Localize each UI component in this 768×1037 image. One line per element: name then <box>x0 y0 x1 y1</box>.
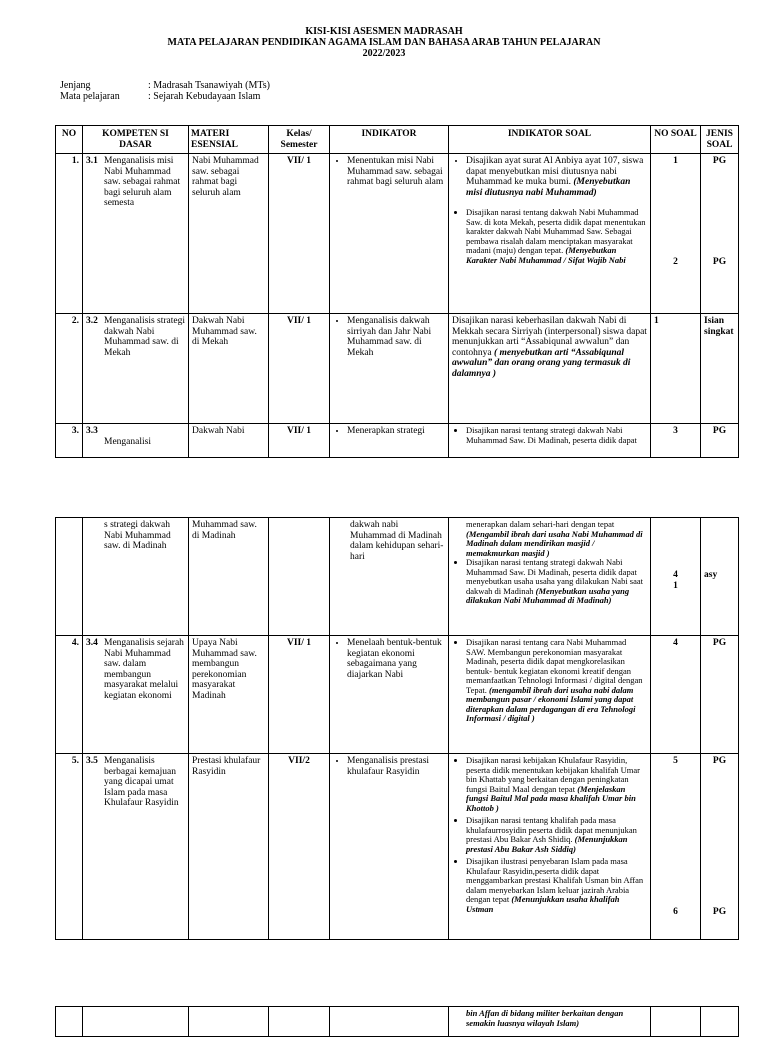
kd-code: 3.4 <box>86 638 98 648</box>
jenis-soal-cell <box>701 754 739 940</box>
kd-code: 3.5 <box>86 756 98 766</box>
kelas-cell: VII/ 1 <box>269 424 330 458</box>
indikator-soal-item <box>466 208 647 265</box>
soal-text: • Disajikan narasi tentang strategi dakwah Nabi Muhammad Saw. Di Madinah, peserta didik dapat <box>466 426 647 445</box>
soal-text: Disajikan narasi keberhasilan dakwah Nabi di Mekkah secara Sirriyah (interpersonal) siswa dapat menunjukkan arti “Assabiqunal awwalun” dan contohnya <box>452 316 647 358</box>
indikator-soal-cell <box>449 154 651 314</box>
indikator-cell <box>330 636 449 754</box>
col-indikator-soal: INDIKATOR SOAL <box>449 126 651 154</box>
materi-cell: Dakwah Nabi <box>189 424 269 458</box>
indikator-soal-item <box>466 156 647 198</box>
no-soal-value: 4 <box>673 570 678 580</box>
kompetensi-dasar-cell <box>83 754 189 940</box>
col-materi: MATERI ESENSIAL <box>189 126 269 154</box>
row-number: 4. <box>56 636 83 754</box>
kelas-cell: VII/2 <box>269 754 330 940</box>
jenis-soal-value: asy <box>704 570 718 580</box>
soal-note: ( menyebutkan arti “Assabiqunal awwalun” dan orang orang yang termasuk di dalamnya ) <box>452 347 631 379</box>
soal-note: (Menunjukkan prestasi Abu Bakar Ash Siddiq) <box>466 834 628 854</box>
jenis-soal-value: PG <box>712 156 727 166</box>
no-soal-cell: 3 <box>651 424 701 458</box>
col-kompetensi-dasar: KOMPETEN SI DASAR <box>83 126 189 154</box>
indikator-soal-cell <box>449 1007 651 1037</box>
jenjang-value: : Madrasah Tsanawiyah (MTs) <box>148 80 270 91</box>
mapel-value: : Sejarah Kebudayaan Islam <box>148 91 261 102</box>
indikator-text: • Menerapkan strategi <box>347 426 445 437</box>
indikator-text: • Menganalisis prestasi khulafaur Rasyidin <box>347 756 445 777</box>
soal-text: Disajikan narasi kebijakan Khulafaur Rasyidin, peserta didik menentukan kebijakan khalifah Umar bin Khattab yang berkaitan dengan peningkatan fungsi Baitul Maal dengan tepat <box>466 755 640 794</box>
table-row <box>56 154 739 314</box>
table-row <box>56 314 739 424</box>
soal-note: (mengambil ibrah dari usaha nabi dalam membangun pasar / ekonomi Islami yang dapat diterapkan dalam perdagangan di era Tehnologi Informasi / digital ) <box>466 684 636 723</box>
kd-text: Menganalisis misi Nabi Muhammad saw. sebagai rahmat bagi seluruh alam semesta <box>104 156 181 208</box>
soal-note: (Menjelaskan fungsi Baitul Mal pada masa khalifah Umar bin Khottob ) <box>466 783 636 813</box>
kisi-table-part-2 <box>55 517 739 940</box>
kd-code: 3.3 <box>86 426 98 436</box>
document-meta <box>60 80 270 102</box>
soal-text: Disajikan narasi tentang cara Nabi Muhammad SAW. Membangun perekonomian masyarakat Madinah, peserta didik dapat mengkorelasikan bentuk- bentuk kegiatan ekonomi kreatif dengan memanfaatkan Tehnologi Informasi / digital dengan Tepat. <box>466 637 643 695</box>
indikator-soal-cell <box>449 754 651 940</box>
kd-code: 3.2 <box>86 316 98 326</box>
kompetensi-dasar-cell <box>83 424 189 458</box>
title-line-3: 2022/2023 <box>362 48 406 59</box>
no-soal-value: 6 <box>673 906 678 917</box>
kelas-cell: VII/ 1 <box>269 314 330 424</box>
indikator-text: dakwah nabi Muhammad di Madinah dalam kehidupan sehari-hari <box>330 518 449 636</box>
title-line-2: MATA PELAJARAN PENDIDIKAN AGAMA ISLAM DAN BAHASA ARAB TAHUN PELAJARAN <box>167 37 601 48</box>
materi-cell: Prestasi khulafaur Rasyidin <box>189 754 269 940</box>
indikator-soal-cell <box>449 314 651 424</box>
table-header-row <box>56 126 739 154</box>
indikator-cell <box>330 154 449 314</box>
indikator-soal-item <box>466 558 647 606</box>
title-line-1: KISI-KISI ASESMEN MADRASAH <box>305 26 463 37</box>
kelas-cell <box>269 518 330 636</box>
soal-text: Disajikan narasi tentang strategi dakwah Nabi Muhammad Saw. Di Madinah, peserta didik dapat menyebutkan usaha usaha yang dilakukan Nabi saat dakwah di Madinah <box>466 557 644 596</box>
materi-cell: Dakwah Nabi Muhammad saw. di Mekah <box>189 314 269 424</box>
soal-text: Disajikan narasi tentang dakwah Nabi Muhammad Saw. di kota Mekah, peserta didik dapat menentukan karakter dakwah Nabi Muhammad Saw. Sebagai pembawa risalah dalam menciptakan masyarakat madani (maju) dengan tepat. <box>466 207 646 255</box>
row-number <box>56 518 83 636</box>
soal-note: (Menyebutkan usaha yang dilakukan Nabi Muhammad di Madinah) <box>466 585 630 605</box>
soal-note: (Menunjukkan usaha khalifah Ustman <box>466 894 620 914</box>
indikator-text: • Menelaah bentuk-bentuk kegiatan ekonomi sebagaimana yang diajarkan Nabi <box>347 638 445 680</box>
no-soal-value: 1 <box>673 580 678 591</box>
no-soal-value: 5 <box>673 756 678 766</box>
soal-note: (Menyebutkan misi diutusnya nabi Muhammad) <box>466 177 631 198</box>
no-soal-cell <box>651 754 701 940</box>
no-soal-cell <box>651 154 701 314</box>
no-soal-cell: 1 <box>651 314 701 424</box>
soal-note: bin Affan di bidang militer berkaitan dengan semakin luasnya wilayah Islam) <box>466 1008 624 1028</box>
kd-text: s strategi dakwah Nabi Muhammad saw. di Madinah <box>83 518 189 636</box>
jenis-soal-cell: PG <box>701 636 739 754</box>
soal-text: menerapkan dalam sehari-hari dengan tepat <box>466 519 615 529</box>
indikator-soal-item <box>466 756 647 813</box>
kd-text: Menganalisis berbagai kemajuan yang dicapai umat Islam pada masa Khulafaur Rasyidin <box>104 756 179 808</box>
col-no-soal: NO SOAL <box>651 126 701 154</box>
document-title <box>0 26 768 59</box>
materi-cell: Nabi Muhammad saw. sebagai rahmat bagi seluruh alam <box>189 154 269 314</box>
jenis-soal-cell <box>701 154 739 314</box>
soal-text: Disajikan narasi tentang khalifah pada masa khulafaurrosyidin peserta didik dapat menunjukan prestasi Abu Bakar Ash Shidiq. <box>466 815 637 844</box>
indikator-soal-item <box>466 638 647 724</box>
row-number: 1. <box>56 154 83 314</box>
jenis-soal-value: PG <box>712 906 727 917</box>
jenis-soal-cell <box>701 518 739 636</box>
materi-cell: Upaya Nabi Muhammad saw. membangun perekonomian masyarakat Madinah <box>189 636 269 754</box>
kompetensi-dasar-cell <box>83 314 189 424</box>
jenjang-label: Jenjang <box>60 80 91 91</box>
kd-text: Menganalisis sejarah Nabi Muhammad saw. dalam membangun masyarakat melalui kegiatan ekonomi <box>104 638 184 701</box>
col-jenis-soal: JENIS SOAL <box>701 126 739 154</box>
kd-text: Menganalisis strategi dakwah Nabi Muhammad saw. di Mekah <box>104 316 185 358</box>
table-row <box>56 424 739 458</box>
col-no: NO <box>56 126 83 154</box>
soal-text: Disajikan ayat surat Al Anbiya ayat 107, siswa dapat menyebutkan misi diutusnya nabi Muhammad ke muka bumi. <box>466 156 644 187</box>
row-number: 2. <box>56 314 83 424</box>
soal-text: Disajikan ilustrasi penyebaran Islam pada masa Khulafaur Rasyidin,peserta didik dapat menggambarkan prestasi Khalifah Usman bin Affan dalam menyebarkan Islam keluar jazirah Arabia dengan tepat <box>466 856 644 904</box>
indikator-cell <box>330 754 449 940</box>
table-row <box>56 754 739 940</box>
no-soal-cell <box>651 518 701 636</box>
indikator-soal-cell <box>449 636 651 754</box>
indikator-text: • Menganalisis dakwah sirriyah dan Jahr Nabi Muhammad saw. di Mekah <box>347 316 445 358</box>
col-kelas: Kelas/ Semester <box>269 126 330 154</box>
kompetensi-dasar-cell <box>83 154 189 314</box>
row-number: 5. <box>56 754 83 940</box>
no-soal-value: 2 <box>673 256 678 267</box>
indikator-text: • Menentukan misi Nabi Muhammad saw. sebagai rahmat bagi seluruh alam <box>347 156 445 188</box>
table-row <box>56 636 739 754</box>
table-row <box>56 1007 739 1037</box>
kisi-table-part-3 <box>55 1006 739 1037</box>
materi-cell: Muhammad saw. di Madinah <box>189 518 269 636</box>
kd-text: Menganalisi <box>104 436 151 447</box>
meta-jenjang <box>60 80 270 91</box>
indikator-cell <box>330 424 449 458</box>
indikator-cell <box>330 314 449 424</box>
kd-code: 3.1 <box>86 156 98 166</box>
indikator-soal-item <box>452 520 647 558</box>
col-indikator: INDIKATOR <box>330 126 449 154</box>
indikator-soal-cell <box>449 518 651 636</box>
table-row <box>56 518 739 636</box>
jenis-soal-cell: PG <box>701 424 739 458</box>
kompetensi-dasar-cell <box>83 636 189 754</box>
soal-note: (Menyebutkan Karakter Nabi Muhammad / Sifat Wajib Nabi <box>466 245 626 265</box>
kisi-table-part-1 <box>55 125 739 458</box>
kelas-cell: VII/ 1 <box>269 154 330 314</box>
indikator-soal-item <box>466 816 647 854</box>
no-soal-cell: 4 <box>651 636 701 754</box>
jenis-soal-cell: Isian singkat <box>701 314 739 424</box>
indikator-soal-item <box>466 857 647 914</box>
kelas-cell: VII/ 1 <box>269 636 330 754</box>
indikator-soal-cell <box>449 424 651 458</box>
row-number: 3. <box>56 424 83 458</box>
mapel-label: Mata pelajaran <box>60 91 120 102</box>
no-soal-value: 1 <box>673 156 678 166</box>
soal-note: (Mengambil ibrah dari usaha Nabi Muhammad di Madinah dalam mendirikan masjid / memakmurkan masjid ) <box>466 528 643 558</box>
meta-mapel <box>60 91 270 102</box>
jenis-soal-value: PG <box>712 256 727 267</box>
jenis-soal-value: PG <box>712 756 727 766</box>
